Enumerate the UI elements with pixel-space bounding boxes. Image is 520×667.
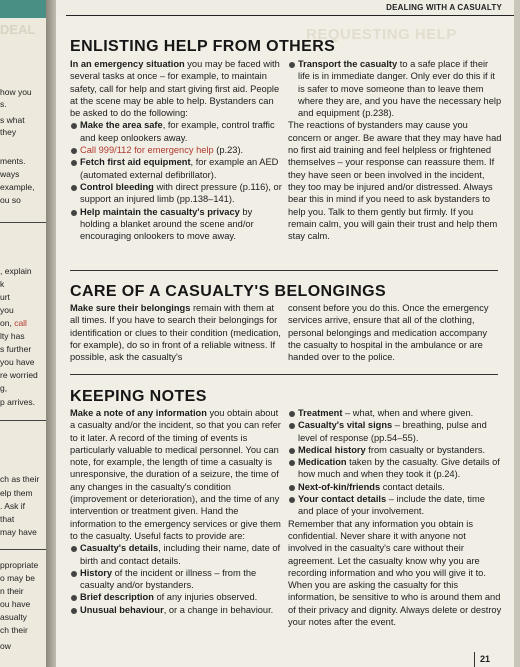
- list-item: Next-of-kin/friends contact details.: [288, 481, 502, 493]
- left-ghost-heading: DEAL: [0, 22, 36, 37]
- page-number: 21: [480, 654, 491, 664]
- list-item: Medication taken by the casualty. Give details of how much and when they took it (p.24).: [288, 456, 502, 481]
- left-page-line: . Ask if: [0, 501, 26, 511]
- bystander-task-list: [70, 119, 284, 242]
- section-title-keeping-notes: KEEPING NOTES: [70, 388, 207, 405]
- list-item: Transport the casualty to a safe place if their life is in immediate danger. Only ever do this if it is safer to move someone than to leave them where they are, and you have the necessary help and equipment (p.238).: [288, 58, 502, 119]
- left-page-line: on, call: [0, 318, 27, 328]
- left-page-line: ow: [0, 641, 11, 651]
- left-page-line: you have: [0, 357, 35, 367]
- confidentiality-paragraph: Remember that any information you obtain is confidential. Never share it with anyone not involved in the casualty's care without their agreement. Let the casualty know why you are recording information and who you will give it to. When you are asking the casualty for this information, be sensitive to who is around them and of their privacy and dignity. Always delete or destroy your notes after the event.: [288, 518, 502, 628]
- list-item: Your contact details – include the date, time and place of your involvement.: [288, 493, 502, 518]
- list-item: Make the area safe, for example, control traffic and keep onlookers away.: [70, 119, 284, 144]
- left-page-line: p arrives.: [0, 397, 35, 407]
- section-title-enlisting-help: ENLISTING HELP FROM OTHERS: [70, 38, 336, 55]
- folio-rule: [474, 652, 475, 667]
- list-item: Fetch first aid equipment, for example an AED (automated external defibrillator).: [70, 156, 284, 181]
- left-page-line: g,: [0, 383, 8, 393]
- enlisting-help-right-column: [288, 58, 502, 242]
- list-item: Casualty's details, including their name, date of birth and contact details.: [70, 542, 284, 567]
- left-page-line: k: [0, 279, 5, 289]
- list-item: Brief description of any injuries observed.: [70, 591, 284, 603]
- list-item: Medical history from casualty or bystanders.: [288, 444, 502, 456]
- left-page-line: lty has: [0, 331, 25, 341]
- left-page-line: asualty: [0, 612, 27, 622]
- list-item: Call 999/112 for emergency help (p.23).: [70, 144, 284, 156]
- enlisting-help-intro: In an emergency situation you may be faced with several tasks at once – for example, to maintain safety, call for help and start giving first aid. People at the scene may be able to help. Bystanders can be asked to do the following:: [70, 59, 280, 119]
- left-page-line: how you: [0, 87, 32, 97]
- left-page-line: s.: [0, 99, 7, 109]
- left-page-line: ch their: [0, 625, 28, 635]
- left-page-line: ou have: [0, 599, 31, 609]
- left-page-line: o may be: [0, 573, 35, 583]
- keeping-notes-right-column: [288, 407, 502, 628]
- left-page-rule: [0, 420, 48, 421]
- left-page-line: elp them: [0, 488, 33, 498]
- left-page-line: ments.: [0, 156, 26, 166]
- left-page-rule: [0, 222, 48, 223]
- list-item: Treatment – what, when and where given.: [288, 407, 502, 419]
- header-rule: [66, 15, 514, 16]
- running-head: DEALING WITH A CASUALTY: [386, 3, 502, 12]
- left-page-line: s what: [0, 115, 25, 125]
- left-page-line: urt: [0, 292, 10, 302]
- header-bar: [56, 0, 514, 16]
- list-item: Unusual behaviour, or a change in behaviour.: [70, 604, 284, 616]
- left-page-line: , explain: [0, 266, 32, 276]
- left-page-rule: [0, 549, 48, 550]
- left-page-line: that: [0, 514, 15, 524]
- list-item: Casualty's vital signs – breathing, pulse and level of response (pp.54–55).: [288, 419, 502, 444]
- list-item: Control bleeding with direct pressure (p.116), or support an injured limb (pp.138–141).: [70, 181, 284, 206]
- ghost-heading: REQUESTING HELP: [306, 26, 457, 43]
- left-page-line: re worried: [0, 370, 38, 380]
- left-page-tab: [0, 0, 48, 18]
- section-divider: [70, 374, 498, 375]
- list-item: History of the incident or illness – from the casualty and/or bystanders.: [70, 567, 284, 592]
- left-page-line: n their: [0, 586, 24, 596]
- left-page-line: you: [0, 305, 14, 315]
- useful-facts-list: [70, 542, 284, 616]
- left-page-line: ou so: [0, 195, 21, 205]
- belongings-left-column: Make sure their belongings remain with them at all times. If you have to search their belongings for identification or clues to their condition (medication, for example), do so in front of a reliable witness. If possible, ask the casualty's: [70, 303, 281, 363]
- book-page: [56, 0, 514, 667]
- section-title-belongings: CARE OF A CASUALTY'S BELONGINGS: [70, 283, 387, 300]
- list-item: Help maintain the casualty's privacy by holding a blanket around the scene and/or encouraging onlookers to move away.: [70, 206, 284, 243]
- left-page-line: ways: [0, 169, 20, 179]
- enlisting-help-left-column: [70, 58, 284, 242]
- section-divider: [70, 270, 498, 271]
- bystander-reactions-paragraph: The reactions of bystanders may cause you concern or anger. Be aware that they may have had no first aid training and feel helpless or frightened themselves – your response can reassure them. If they have seen or been involved in the incident, they too may be injured and/or distressed. Always bear this in mind if you need to ask bystanders to help you. Talk to them gently but firmly. If you remain calm, you will gain their trust and help them stay calm.: [288, 120, 502, 242]
- left-page-line: ch as their: [0, 474, 40, 484]
- left-page-line: ppropriate: [0, 560, 39, 570]
- left-page-line: they: [0, 127, 17, 137]
- left-facing-page: [0, 0, 48, 667]
- keeping-notes-left-column: Make a note of any information you obtain about a casualty and/or the incident, so that you can refer to it later. A record of the timing of events is particularly valuable to medical personnel. You can note, for example, the length of time a casualty is unresponsive, the duration of a seizure, the time of any changes in the casualty's condition (improvement or deterioration), and the time of any intervention or treatment given. Hand the information to the emergency services or give them to the casualty. Useful facts to provide are: Casualty's details, including their name, date of birth and contact details. History of the incident or illness – from the casualty and/or bystanders. Brief description of any injuries observed. Unusual behaviour, or a change in behaviour.: [70, 407, 284, 616]
- belongings-right-column: consent before you do this. Once the emergency services arrive, ensure that all of the clothing, personal belongings and medication accompany the casualty to hospital in the ambulance or are handed over to the police.: [288, 303, 489, 363]
- left-page-line: example,: [0, 182, 35, 192]
- left-page-line: s further: [0, 344, 32, 354]
- left-page-line: may have: [0, 527, 37, 537]
